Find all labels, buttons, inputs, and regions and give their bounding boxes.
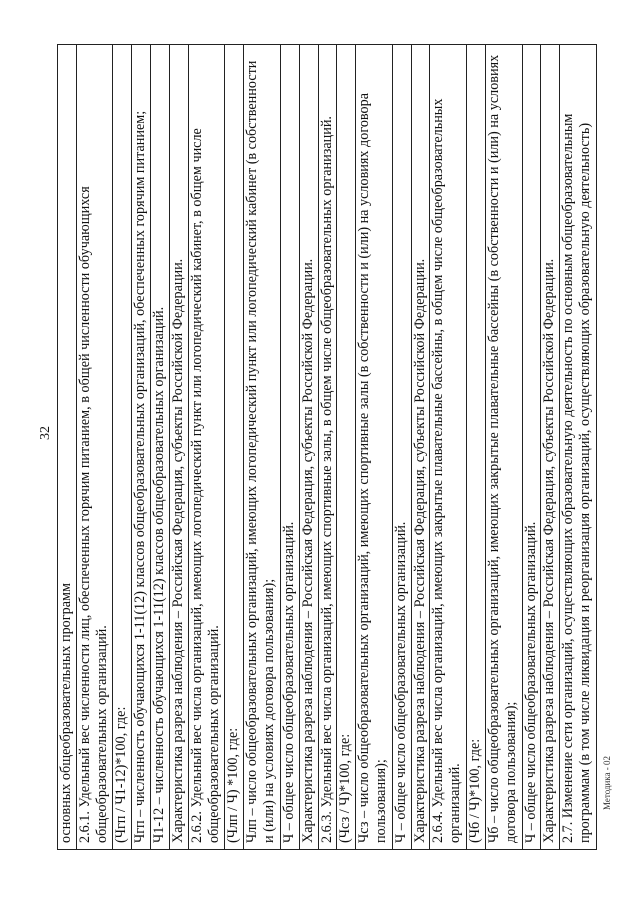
table-row: [430, 45, 467, 850]
table-cell: (Чгп / Ч1-12)*100, где:: [113, 45, 132, 850]
table-row: [318, 45, 337, 850]
table-cell: Чсз – число общеобразовательных организаций, имеющих спортивные залы (в собственности и (или) на условиях договора пользования);: [356, 45, 393, 850]
rotated-document-table: [57, 45, 597, 850]
table-cell: Характеристика разреза наблюдения – Российская Федерация, субъекты Российской Федерации.: [541, 45, 560, 850]
table-row: [522, 45, 541, 850]
table-row: [485, 45, 522, 850]
table-row: [560, 45, 597, 850]
table-cell: 2.6.3. Удельный вес числа организаций, имеющих спортивные залы, в общем числе общеобразовательных организаций.: [318, 45, 337, 850]
table-row: [411, 45, 430, 850]
methodology-table: [57, 44, 597, 850]
table-cell: Ч1-12 – численность обучающихся 1-11(12) классов общеобразовательных организаций.: [151, 45, 170, 850]
table-cell: Чгп – численность обучающихся 1-11(12) классов общеобразовательных организаций, обеспеченных горячим питанием;: [132, 45, 151, 850]
table-cell: Характеристика разреза наблюдения – Российская Федерация, субъекты Российской Федерации.: [169, 45, 188, 850]
table-row: [151, 45, 170, 850]
table-row: [169, 45, 188, 850]
table-row: [299, 45, 318, 850]
table-row: [132, 45, 151, 850]
table-cell: Члп – число общеобразовательных организаций, имеющих логопедический пункт или логопедический кабинет (в собственности и (или) на условиях договора пользования);: [244, 45, 281, 850]
table-cell: (Чсз / Ч)*100, где:: [337, 45, 356, 850]
table-row: [392, 45, 411, 850]
table-cell: (Члп / Ч) *100, где:: [225, 45, 244, 850]
table-row: [76, 45, 113, 850]
table-cell: Ч – общее число общеобразовательных организаций.: [522, 45, 541, 850]
table-cell: Ч – общее число общеобразовательных организаций.: [392, 45, 411, 850]
table-cell: Характеристика разреза наблюдения – Российская Федерация, субъекты Российской Федерации.: [411, 45, 430, 850]
table-cell: 2.6.4. Удельный вес числа организаций, имеющих закрытые плавательные бассейны, в общем числе общеобразовательных организаций.: [430, 45, 467, 850]
table-row: [280, 45, 299, 850]
table-cell: 2.6.1. Удельный вес численности лиц, обеспеченных горячим питанием, в общей численности обучающихся общеобразовательных организаций.: [76, 45, 113, 850]
table-row: [58, 45, 77, 850]
table-row: [113, 45, 132, 850]
table-row: [244, 45, 281, 850]
table-cell: (Чб / Ч)*100, где:: [467, 45, 486, 850]
table-cell: 2.7. Изменение сети организаций, осуществляющих образовательную деятельность по основным общеобразовательным программам (в том числе ликвидация и реорганизация организаций, осуществляющих образовательную деятельность): [560, 45, 597, 850]
table-row: [356, 45, 393, 850]
table-cell: 2.6.2. Удельный вес числа организаций, имеющих логопедический пункт или логопедический кабинет, в общем числе общеобразовательных организаций.: [188, 45, 225, 850]
table-cell: Характеристика разреза наблюдения – Российская Федерация, субъекты Российской Федерации.: [299, 45, 318, 850]
table-row: [225, 45, 244, 850]
table-row: [467, 45, 486, 850]
table-row: [188, 45, 225, 850]
table-row: [541, 45, 560, 850]
table-cell: основных общеобразовательных программ: [58, 45, 77, 850]
table-cell: Чб – число общеобразовательных организаций, имеющих закрытые плавательные бассейны (в собственности и (или) на условиях договора пользования);: [485, 45, 522, 850]
table-cell: Ч – общее число общеобразовательных организаций.: [280, 45, 299, 850]
footer-note: Методика - 02: [602, 755, 612, 810]
table-row: [337, 45, 356, 850]
page-number: 32: [38, 426, 53, 440]
